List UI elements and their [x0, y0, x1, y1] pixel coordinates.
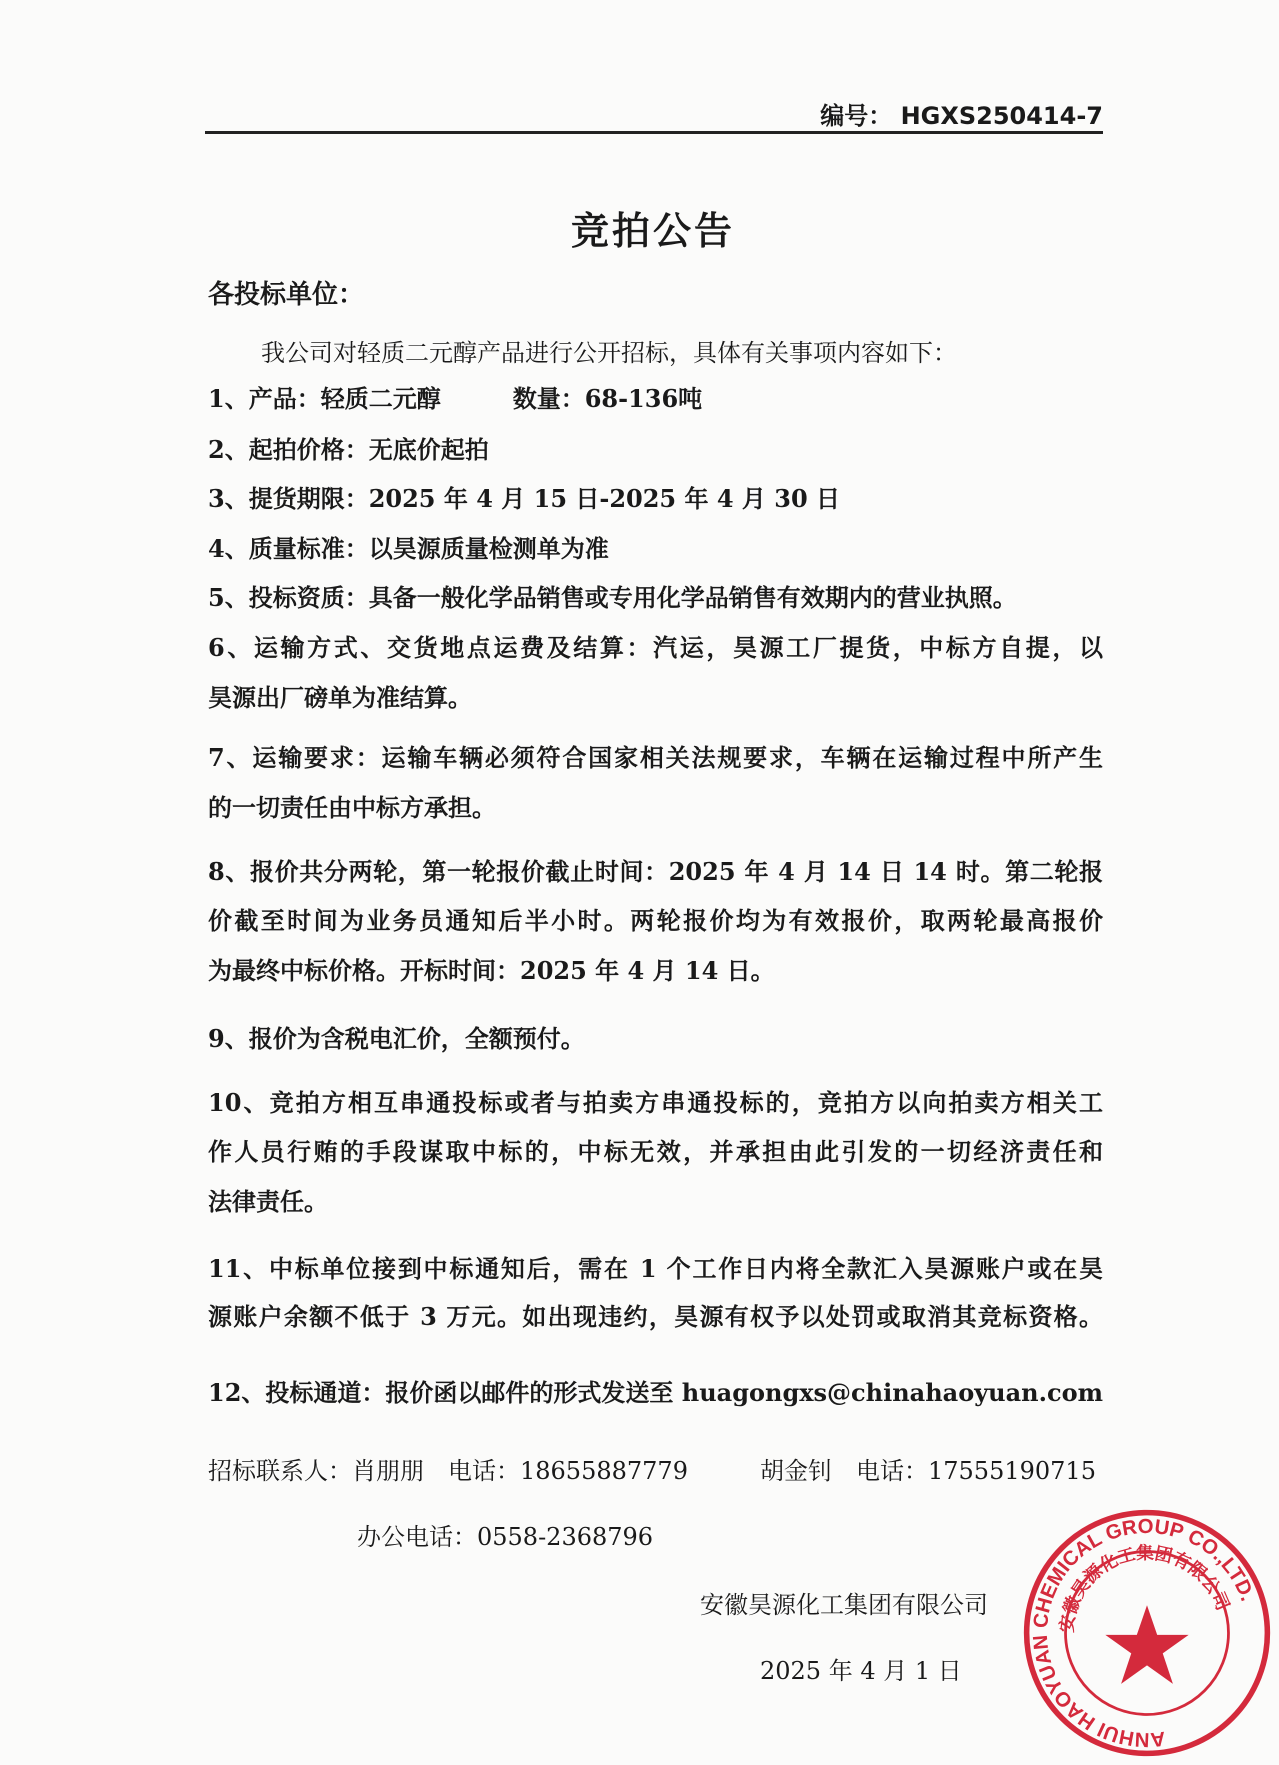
- signature-company: 安徽昊源化工集团有限公司: [700, 1591, 988, 1619]
- body-line: 3、提货期限：2025 年 4 月 15 日-2025 年 4 月 30 日: [208, 484, 841, 513]
- body-line: 5、投标资质：具备一般化学品销售或专用化学品销售有效期内的营业执照。: [208, 583, 1017, 612]
- body-line: 7、运输要求：运输车辆必须符合国家相关法规要求，车辆在运输过程中所产生: [208, 743, 1103, 772]
- page-title: 竞拍公告: [570, 208, 735, 253]
- body-line: 的一切责任由中标方承担。: [208, 793, 496, 822]
- signature-date: 2025 年 4 月 1 日: [760, 1657, 962, 1685]
- svg-text:ANHUI HAOYUAN CHEMICAL GROUP C: ANHUI HAOYUAN CHEMICAL GROUP CO.,LTD.: [1029, 1515, 1259, 1751]
- office-phone: 办公电话：0558-2368796: [357, 1523, 654, 1551]
- body-line: 6、运输方式、交货地点运费及结算：汽运，昊源工厂提货，中标方自提，以: [208, 633, 1103, 662]
- body-line: 4、质量标准：以昊源质量检测单为准: [208, 534, 609, 563]
- contact-2: 胡金钊 电话：17555190715: [760, 1457, 1096, 1485]
- body-line: 法律责任。: [208, 1187, 328, 1216]
- contact-1: 招标联系人：肖朋朋 电话：18655887779: [208, 1457, 688, 1485]
- body-line: 11、中标单位接到中标通知后，需在 1 个工作日内将全款汇入昊源账户或在昊: [208, 1254, 1103, 1283]
- body-line: 昊源出厂磅单为准结算。: [208, 683, 472, 712]
- salutation: 各投标单位：: [208, 280, 365, 310]
- intro: 我公司对轻质二元醇产品进行公开招标，具体有关事项内容如下：: [261, 339, 957, 367]
- body-line: 1、产品：轻质二元醇 数量：68-136吨: [208, 384, 703, 413]
- document-number-value: HGXS250414-7: [900, 102, 1103, 130]
- company-seal: [1022, 1508, 1272, 1758]
- body-line: 8、报价共分两轮，第一轮报价截止时间：2025 年 4 月 14 日 14 时。第二轮报: [208, 857, 1103, 886]
- body-line: 2、起拍价格：无底价起拍: [208, 435, 489, 464]
- body-line: 价截至时间为业务员通知后半小时。两轮报价均为有效报价，取两轮最高报价: [208, 906, 1103, 935]
- body-line: 作人员行贿的手段谋取中标的，中标无效，并承担由此引发的一切经济责任和: [208, 1137, 1103, 1166]
- svg-text:安徽昊源化工集团有限公司: 安徽昊源化工集团有限公司: [1056, 1542, 1234, 1634]
- body-line: 9、报价为含税电汇价，全额预付。: [208, 1024, 585, 1053]
- header-rule: [205, 131, 1103, 134]
- document-number-label: 编号：: [820, 102, 893, 130]
- document-number: [820, 96, 1103, 131]
- body-line: 12、投标通道：报价函以邮件的形式发送至 huagongxs@chinahaoyuan.com: [208, 1378, 1103, 1407]
- body-line: 源账户余额不低于 3 万元。如出现违约，昊源有权予以处罚或取消其竞标资格。: [208, 1302, 1103, 1331]
- body-line: 10、竞拍方相互串通投标或者与拍卖方串通投标的，竞拍方以向拍卖方相关工: [208, 1088, 1103, 1117]
- body-line: 为最终中标价格。开标时间：2025 年 4 月 14 日。: [208, 956, 775, 985]
